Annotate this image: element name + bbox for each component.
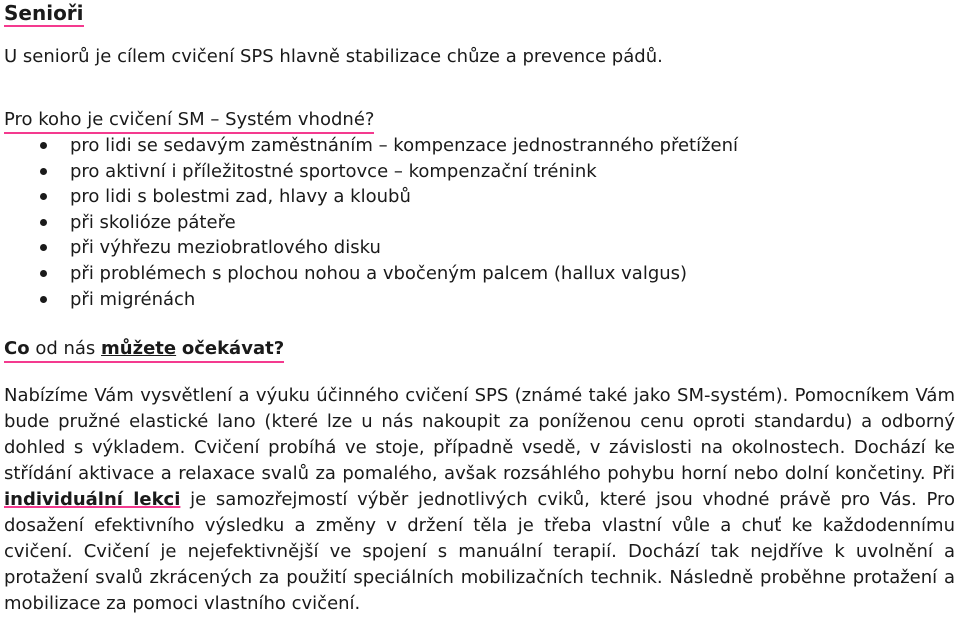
individual-lesson-link[interactable]: individuální lekci <box>4 489 181 510</box>
bullet-icon <box>40 193 47 200</box>
list-item: při výhřezu meziobratlového disku <box>32 235 738 261</box>
expect-title: Co od nás můžete očekávat? <box>4 337 284 363</box>
bullet-icon <box>40 168 47 175</box>
bullet-icon <box>40 296 47 303</box>
list-item: při skolióze páteře <box>32 210 738 236</box>
intro-text: U seniorů je cílem cvičení SPS hlavně stabilizace chůze a prevence pádů. <box>4 46 663 67</box>
page-heading: Senioři <box>4 1 84 25</box>
expect-paragraph: Nabízíme Vám vysvětlení a výuku účinného cvičení SPS (známé také jako SM-systém). Pomocníkem Vám bude pružné elastické lano (které lze u nás nakoupit za poníženou cenu oproti standardu) a odborný dohled s výkladem. Cvičení probíhá ve stoje, případně vsedě, v závislosti na okolnostech. Dochází ke střídání aktivace a relaxace svalů za pomalého, avšak rozsáhlého pohybu horní nebo dolní končetiny. Při individuální lekci je samozřejmostí výběr jednotlivých cviků, které jsou vhodné právě pro Vás. Pro dosažení efektivního výsledku a změny v držení těla je třeba vlastní vůle a chuť ke každodennímu cvičení. Cvičení je nejefektivnější ve spojení s manuální terapií. Dochází tak nejdříve k uvolnění a protažení svalů zkrácených za použití speciálních mobilizačních technik. Následně proběhne protažení a mobilizace za pomoci vlastního cvičení. <box>4 385 955 614</box>
bullet-icon <box>40 244 47 251</box>
list-item: při migrénách <box>32 287 738 313</box>
bullet-icon <box>40 219 47 226</box>
who-for-title: Pro koho je cvičení SM – Systém vhodné? <box>4 108 374 134</box>
list-item: pro lidi s bolestmi zad, hlavy a kloubů <box>32 184 738 210</box>
bullet-icon <box>40 142 47 149</box>
list-item: při problémech s plochou nohou a vbočeným palcem (hallux valgus) <box>32 261 738 287</box>
list-item: pro lidi se sedavým zaměstnáním – kompenzace jednostranného přetížení <box>32 133 738 159</box>
bullet-icon <box>40 270 47 277</box>
who-for-list <box>32 133 738 312</box>
list-item: pro aktivní i příležitostné sportovce – kompenzační trénink <box>32 159 738 185</box>
